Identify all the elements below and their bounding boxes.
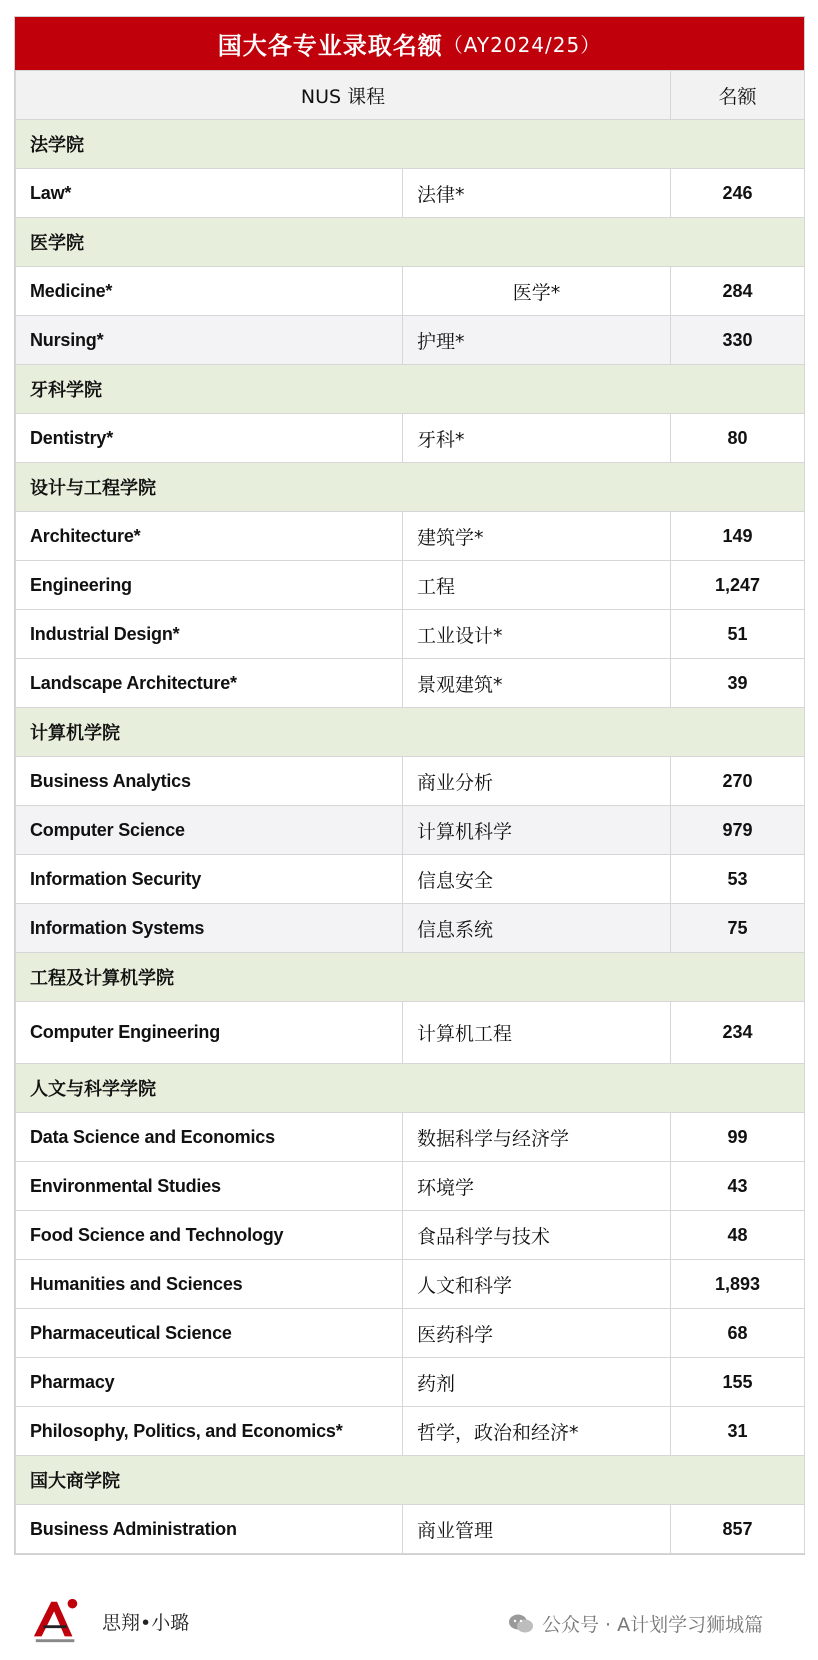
table-row <box>16 1309 805 1358</box>
course-zh: 法律* <box>403 169 671 218</box>
quota-value: 68 <box>671 1309 805 1358</box>
quota-value: 80 <box>671 414 805 463</box>
table-row <box>16 1162 805 1211</box>
table-row <box>16 169 805 218</box>
quota-value: 234 <box>671 1002 805 1064</box>
table-row <box>16 561 805 610</box>
section-name: 国大商学院 <box>16 1456 805 1505</box>
section-name: 工程及计算机学院 <box>16 953 805 1002</box>
table-row <box>16 1358 805 1407</box>
section-row <box>16 1456 805 1505</box>
course-zh: 环境学 <box>403 1162 671 1211</box>
table-row <box>16 1505 805 1554</box>
quota-value: 48 <box>671 1211 805 1260</box>
section-row <box>16 120 805 169</box>
course-zh: 数据科学与经济学 <box>403 1113 671 1162</box>
course-zh: 计算机科学 <box>403 806 671 855</box>
table-row <box>16 659 805 708</box>
footer <box>0 1584 818 1660</box>
quota-value: 155 <box>671 1358 805 1407</box>
quota-value: 1,893 <box>671 1260 805 1309</box>
course-en: Engineering <box>16 561 403 610</box>
section-name: 法学院 <box>16 120 805 169</box>
course-en: Pharmaceutical Science <box>16 1309 403 1358</box>
quota-value: 51 <box>671 610 805 659</box>
course-en: Food Science and Technology <box>16 1211 403 1260</box>
section-name: 设计与工程学院 <box>16 463 805 512</box>
quota-value: 246 <box>671 169 805 218</box>
quota-table-card <box>14 16 805 1555</box>
course-en: Dentistry* <box>16 414 403 463</box>
table-row <box>16 316 805 365</box>
section-name: 计算机学院 <box>16 708 805 757</box>
course-en: Medicine* <box>16 267 403 316</box>
table-row <box>16 904 805 953</box>
course-zh: 信息系统 <box>403 904 671 953</box>
course-en: Computer Engineering <box>16 1002 403 1064</box>
header-quota: 名额 <box>671 71 805 120</box>
header-course: NUS 课程 <box>16 71 671 120</box>
table-row <box>16 414 805 463</box>
quota-value: 39 <box>671 659 805 708</box>
course-zh: 人文和科学 <box>403 1260 671 1309</box>
course-en: Landscape Architecture* <box>16 659 403 708</box>
course-en: Data Science and Economics <box>16 1113 403 1162</box>
course-en: Philosophy, Politics, and Economics* <box>16 1407 403 1456</box>
table-row <box>16 855 805 904</box>
lion-logo-icon <box>28 1594 86 1646</box>
title-sub: （AY2024/25） <box>442 33 602 57</box>
section-row <box>16 1064 805 1113</box>
course-zh: 商业管理 <box>403 1505 671 1554</box>
quota-value: 31 <box>671 1407 805 1456</box>
table-row <box>16 806 805 855</box>
course-en: Environmental Studies <box>16 1162 403 1211</box>
course-zh: 计算机工程 <box>403 1002 671 1064</box>
section-name: 牙科学院 <box>16 365 805 414</box>
section-row <box>16 218 805 267</box>
quota-value: 75 <box>671 904 805 953</box>
table-header-row <box>16 71 805 120</box>
table-row <box>16 610 805 659</box>
wechat-label: 公众号 · A计划学习狮城篇 <box>542 1614 764 1636</box>
table-row <box>16 1260 805 1309</box>
course-en: Information Security <box>16 855 403 904</box>
course-zh: 工程 <box>403 561 671 610</box>
author-name: 思翔•小璐 <box>102 1612 190 1634</box>
section-row <box>16 463 805 512</box>
table-row <box>16 1002 805 1064</box>
section-row <box>16 365 805 414</box>
section-name: 人文与科学学院 <box>16 1064 805 1113</box>
section-name: 医学院 <box>16 218 805 267</box>
course-zh: 哲学，政治和经济* <box>403 1407 671 1456</box>
table-row <box>16 757 805 806</box>
quota-value: 43 <box>671 1162 805 1211</box>
wechat-icon <box>508 1613 534 1635</box>
table-row <box>16 512 805 561</box>
quota-table <box>15 70 805 1554</box>
quota-value: 99 <box>671 1113 805 1162</box>
course-en: Business Administration <box>16 1505 403 1554</box>
table-row <box>16 1113 805 1162</box>
quota-value: 53 <box>671 855 805 904</box>
course-zh: 医药科学 <box>403 1309 671 1358</box>
course-zh: 信息安全 <box>403 855 671 904</box>
course-en: Pharmacy <box>16 1358 403 1407</box>
title-main: 国大各专业录取名额 <box>217 32 443 60</box>
table-row <box>16 267 805 316</box>
course-en: Information Systems <box>16 904 403 953</box>
course-en: Humanities and Sciences <box>16 1260 403 1309</box>
table-row <box>16 1211 805 1260</box>
course-en: Business Analytics <box>16 757 403 806</box>
course-zh: 建筑学* <box>403 512 671 561</box>
quota-value: 1,247 <box>671 561 805 610</box>
quota-value: 330 <box>671 316 805 365</box>
course-en: Industrial Design* <box>16 610 403 659</box>
section-row <box>16 708 805 757</box>
course-zh: 牙科* <box>403 414 671 463</box>
table-row <box>16 1407 805 1456</box>
table-title <box>15 17 804 70</box>
course-en: Architecture* <box>16 512 403 561</box>
quota-value: 979 <box>671 806 805 855</box>
course-zh: 商业分析 <box>403 757 671 806</box>
course-en: Computer Science <box>16 806 403 855</box>
quota-value: 270 <box>671 757 805 806</box>
section-row <box>16 953 805 1002</box>
course-zh: 药剂 <box>403 1358 671 1407</box>
course-zh: 景观建筑* <box>403 659 671 708</box>
course-zh: 护理* <box>403 316 671 365</box>
course-zh: 医学* <box>403 267 671 316</box>
quota-value: 857 <box>671 1505 805 1554</box>
quota-value: 149 <box>671 512 805 561</box>
quota-value: 284 <box>671 267 805 316</box>
course-zh: 食品科学与技术 <box>403 1211 671 1260</box>
course-en: Law* <box>16 169 403 218</box>
wechat-account <box>508 1610 763 1637</box>
course-en: Nursing* <box>16 316 403 365</box>
course-zh: 工业设计* <box>403 610 671 659</box>
